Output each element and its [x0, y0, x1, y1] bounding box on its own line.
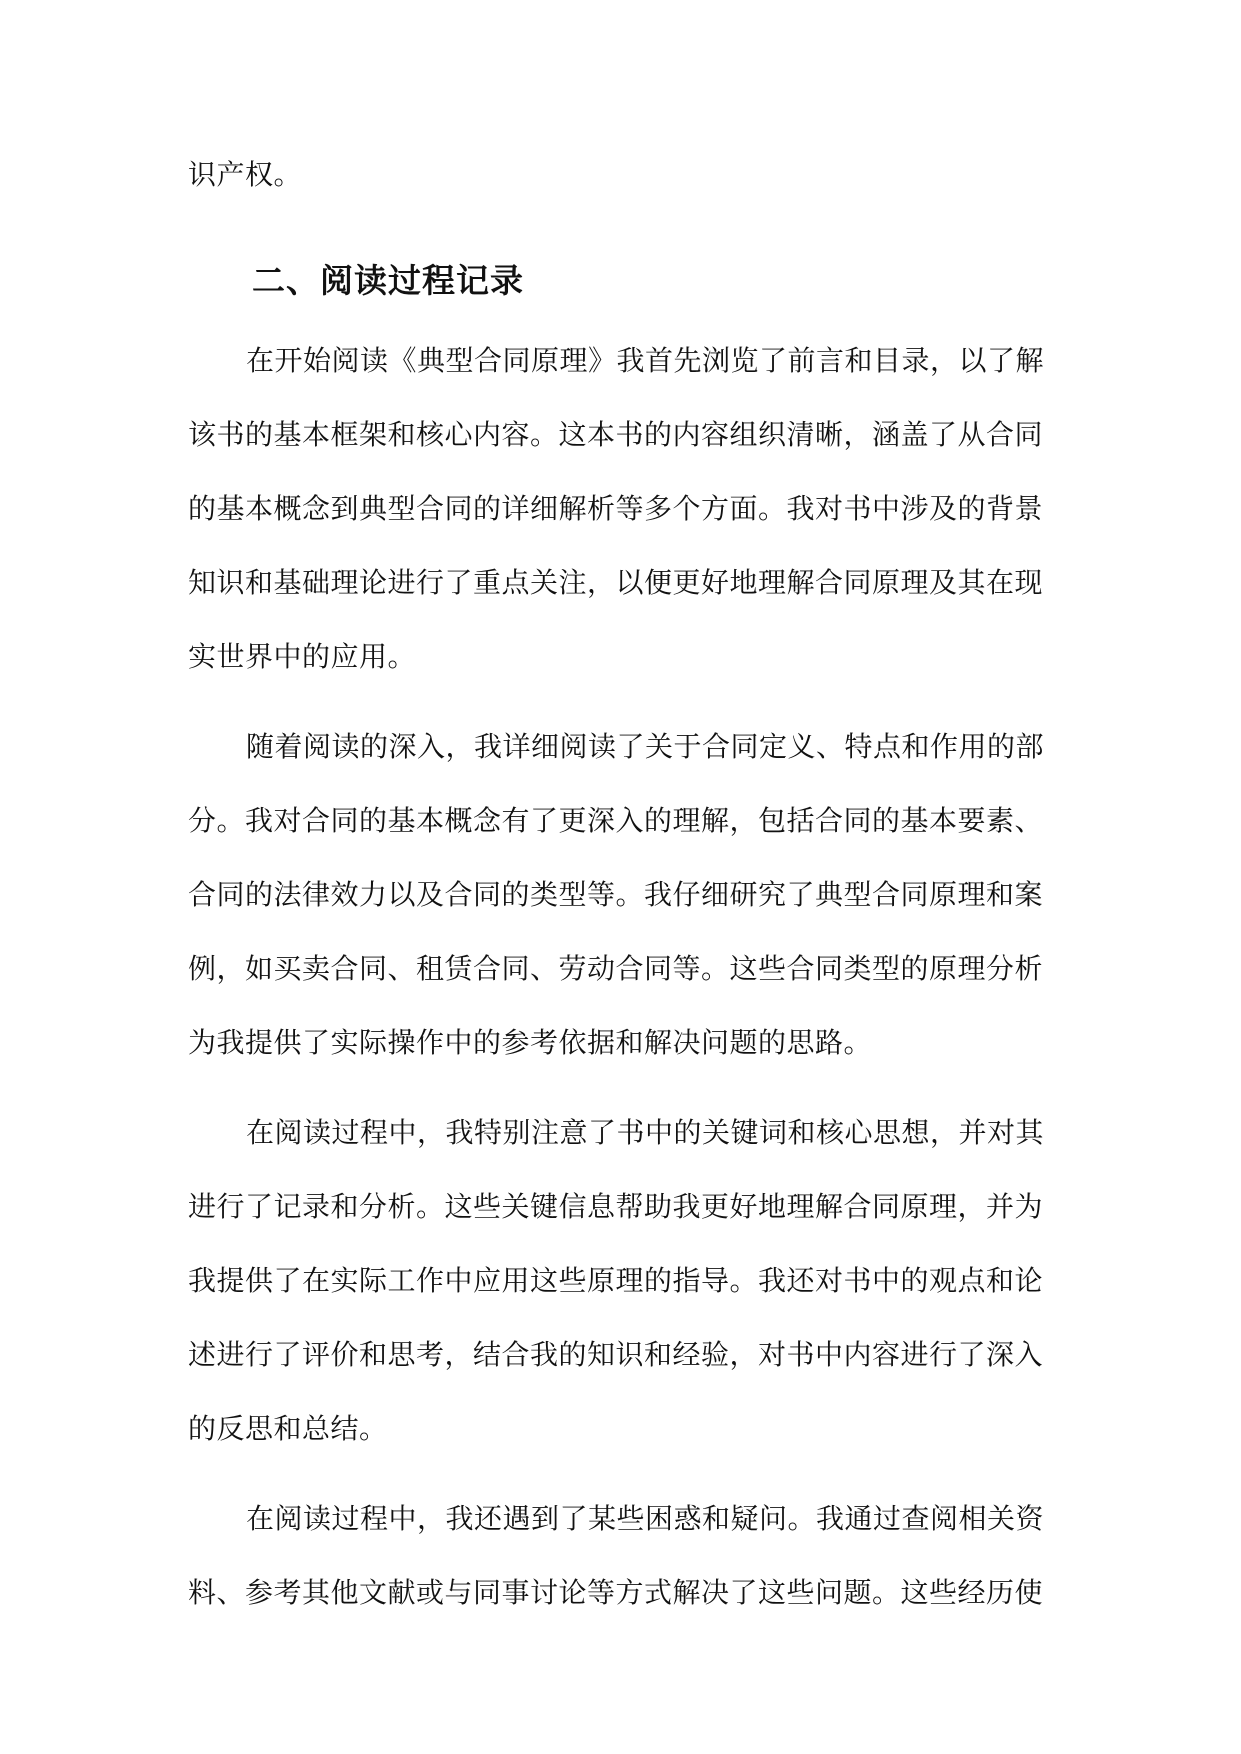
- text-line: 在开始阅读《典型合同原理》我首先浏览了前言和目录，以了解: [246, 344, 1045, 377]
- text-line: 进行了记录和分析。这些关键信息帮助我更好地理解合同原理，并为: [188, 1190, 1044, 1223]
- text-line: 随着阅读的深入，我详细阅读了关于合同定义、特点和作用的部: [246, 730, 1045, 763]
- text-line: 合同的法律效力以及合同的类型等。我仔细研究了典型合同原理和案: [188, 878, 1044, 911]
- text-line: 知识和基础理论进行了重点关注，以便更好地理解合同原理及其在现: [188, 566, 1044, 599]
- text-line: 分。我对合同的基本概念有了更深入的理解，包括合同的基本要素、: [188, 804, 1044, 837]
- text-line: 该书的基本框架和核心内容。这本书的内容组织清晰，涵盖了从合同: [188, 418, 1044, 451]
- text-line: 例，如买卖合同、租赁合同、劳动合同等。这些合同类型的原理分析: [188, 952, 1044, 985]
- text-line: 实世界中的应用。: [188, 640, 417, 673]
- section-heading: 二、阅读过程记录: [252, 261, 524, 300]
- text-line: 我提供了在实际工作中应用这些原理的指导。我还对书中的观点和论: [188, 1264, 1044, 1297]
- text-line: 的反思和总结。: [188, 1412, 388, 1445]
- text-line: 为我提供了实际操作中的参考依据和解决问题的思路。: [188, 1026, 873, 1059]
- text-line: 在阅读过程中，我特别注意了书中的关键词和核心思想，并对其: [246, 1116, 1045, 1149]
- text-line: 在阅读过程中，我还遇到了某些困惑和疑问。我通过查阅相关资: [246, 1502, 1045, 1535]
- text-line: 识产权。: [188, 158, 303, 191]
- text-line: 的基本概念到典型合同的详细解析等多个方面。我对书中涉及的背景: [188, 492, 1044, 525]
- text-line: 料、参考其他文献或与同事讨论等方式解决了这些问题。这些经历使: [188, 1576, 1044, 1609]
- text-line: 述进行了评价和思考，结合我的知识和经验，对书中内容进行了深入: [188, 1338, 1044, 1371]
